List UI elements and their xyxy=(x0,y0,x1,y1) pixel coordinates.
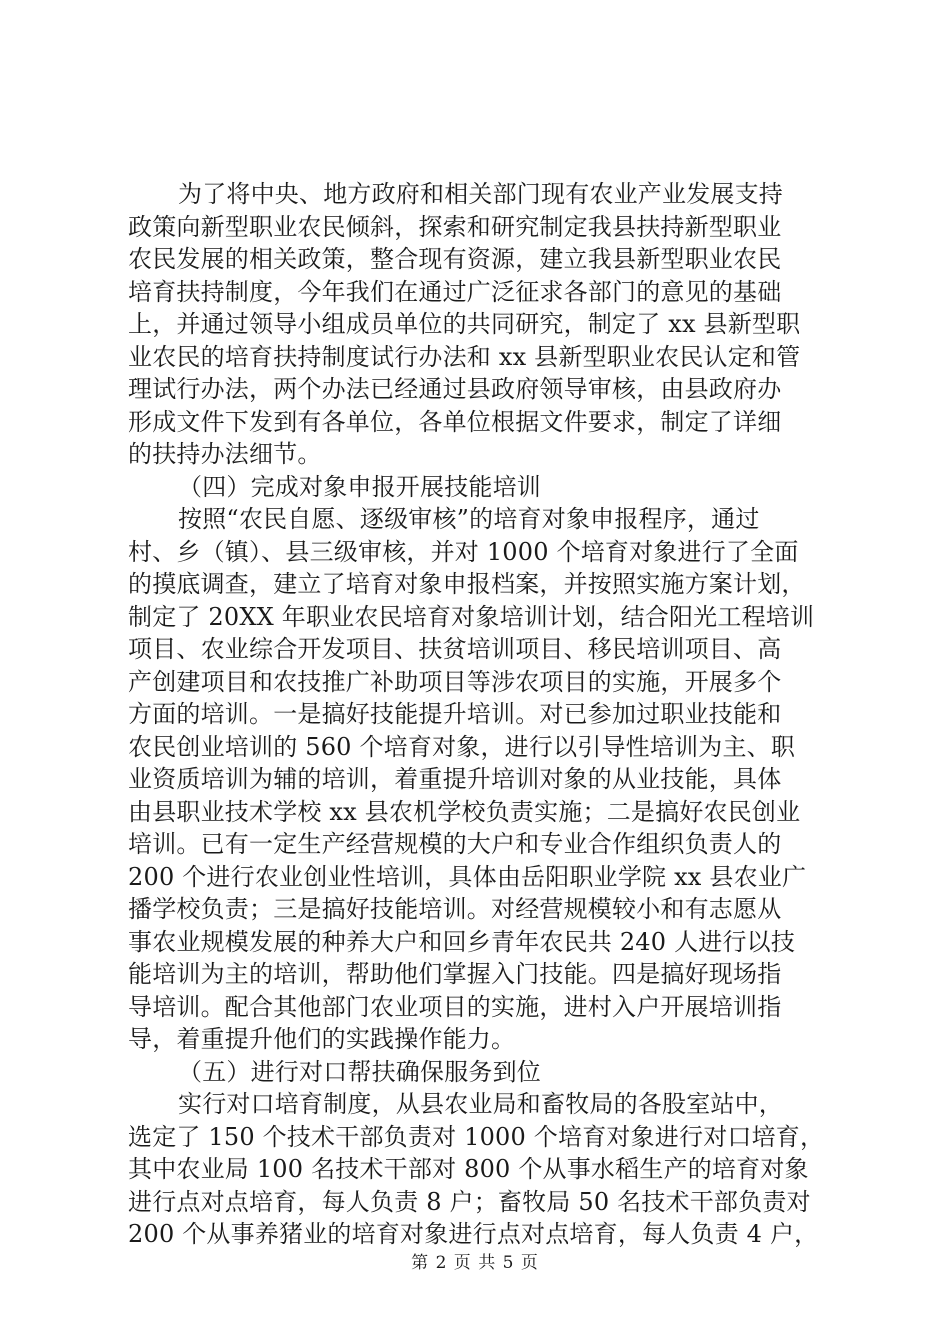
text-line: 村、乡（镇）、县三级审核，并对 1000 个培育对象进行了全面 xyxy=(128,537,799,566)
text-line: 其中农业局 100 名技术干部对 800 个从事水稻生产的培育对象 xyxy=(128,1155,809,1183)
text-line: 培训。已有一定生产经营规模的大户和专业合作组织负责人的 xyxy=(128,830,782,858)
text-line: 由县职业技术学校 xx 县农机学校负责实施；二是搞好农民创业 xyxy=(128,797,801,826)
text-line: 的扶持办法细节。 xyxy=(128,440,322,468)
text-line: 能培训为主的培训，帮助他们掌握入门技能。四是搞好现场指 xyxy=(128,960,782,988)
document-body xyxy=(128,178,828,1251)
text-line: 的摸底调查，建立了培育对象申报档案，并按照实施方案计划， xyxy=(128,570,806,598)
paragraph-first-line: （五）进行对口帮扶确保服务到位 xyxy=(178,1057,541,1086)
text-line: 项目、农业综合开发项目、扶贫培训项目、移民培训项目、高 xyxy=(128,635,782,663)
text-line: 导，着重提升他们的实践操作能力。 xyxy=(128,1025,516,1053)
text-line: 农民创业培训的 560 个培育对象，进行以引导性培训为主、职 xyxy=(128,732,796,761)
paragraph-first-line: 为了将中央、地方政府和相关部门现有农业产业发展支持 xyxy=(178,180,783,208)
text-line: 播学校负责；三是搞好技能培训。对经营规模较小和有志愿从 xyxy=(128,895,782,923)
paragraph-first-line: （四）完成对象申报开展技能培训 xyxy=(178,472,541,501)
text-line: 产创建项目和农技推广补助项目等涉农项目的实施，开展多个 xyxy=(128,667,782,696)
text-line: 进行点对点培育，每人负责 8 户；畜牧局 50 名技术干部负责对 xyxy=(128,1187,811,1216)
paragraph-first-line: 实行对口培育制度，从县农业局和畜牧局的各股室站中， xyxy=(178,1090,783,1118)
text-line: 业资质培训为辅的培训，着重提升培训对象的从业技能，具体 xyxy=(128,765,782,793)
text-line: 业农民的培育扶持制度试行办法和 xx 县新型职业农民认定和管 xyxy=(128,342,801,371)
paragraph-first-line: 按照“农民自愿、逐级审核”的培育对象申报程序，通过 xyxy=(178,505,760,533)
text-line: 形成文件下发到有各单位，各单位根据文件要求，制定了详细 xyxy=(128,407,782,436)
text-line: 方面的培训。一是搞好技能提升培训。对已参加过职业技能和 xyxy=(128,700,782,728)
text-line: 农民发展的相关政策，整合现有资源，建立我县新型职业农民 xyxy=(128,245,782,273)
text-line: 事农业规模发展的种养大户和回乡青年农民共 240 人进行以技 xyxy=(128,927,796,956)
text-line: 政策向新型职业农民倾斜，探索和研究制定我县扶持新型职业 xyxy=(128,212,782,241)
text-line: 上，并通过领导小组成员单位的共同研究，制定了 xx 县新型职 xyxy=(128,310,801,338)
page-footer: 第 2 页 共 5 页 xyxy=(411,1253,539,1273)
text-line: 200 个进行农业创业性培训，具体由岳阳职业学院 xx 县农业广 xyxy=(128,862,807,891)
text-line: 培育扶持制度，今年我们在通过广泛征求各部门的意见的基础 xyxy=(128,277,782,306)
text-line: 200 个从事养猪业的培育对象进行点对点培育，每人负责 4 户， xyxy=(128,1220,819,1248)
text-line: 选定了 150 个技术干部负责对 1000 个培育对象进行对口培育， xyxy=(128,1122,825,1151)
text-line: 制定了 20XX 年职业农民培育对象培训计划，结合阳光工程培训 xyxy=(128,602,815,631)
text-line: 导培训。配合其他部门农业项目的实施，进村入户开展培训指 xyxy=(128,992,782,1021)
text-line: 理试行办法，两个办法已经通过县政府领导审核，由县政府办 xyxy=(128,375,782,403)
